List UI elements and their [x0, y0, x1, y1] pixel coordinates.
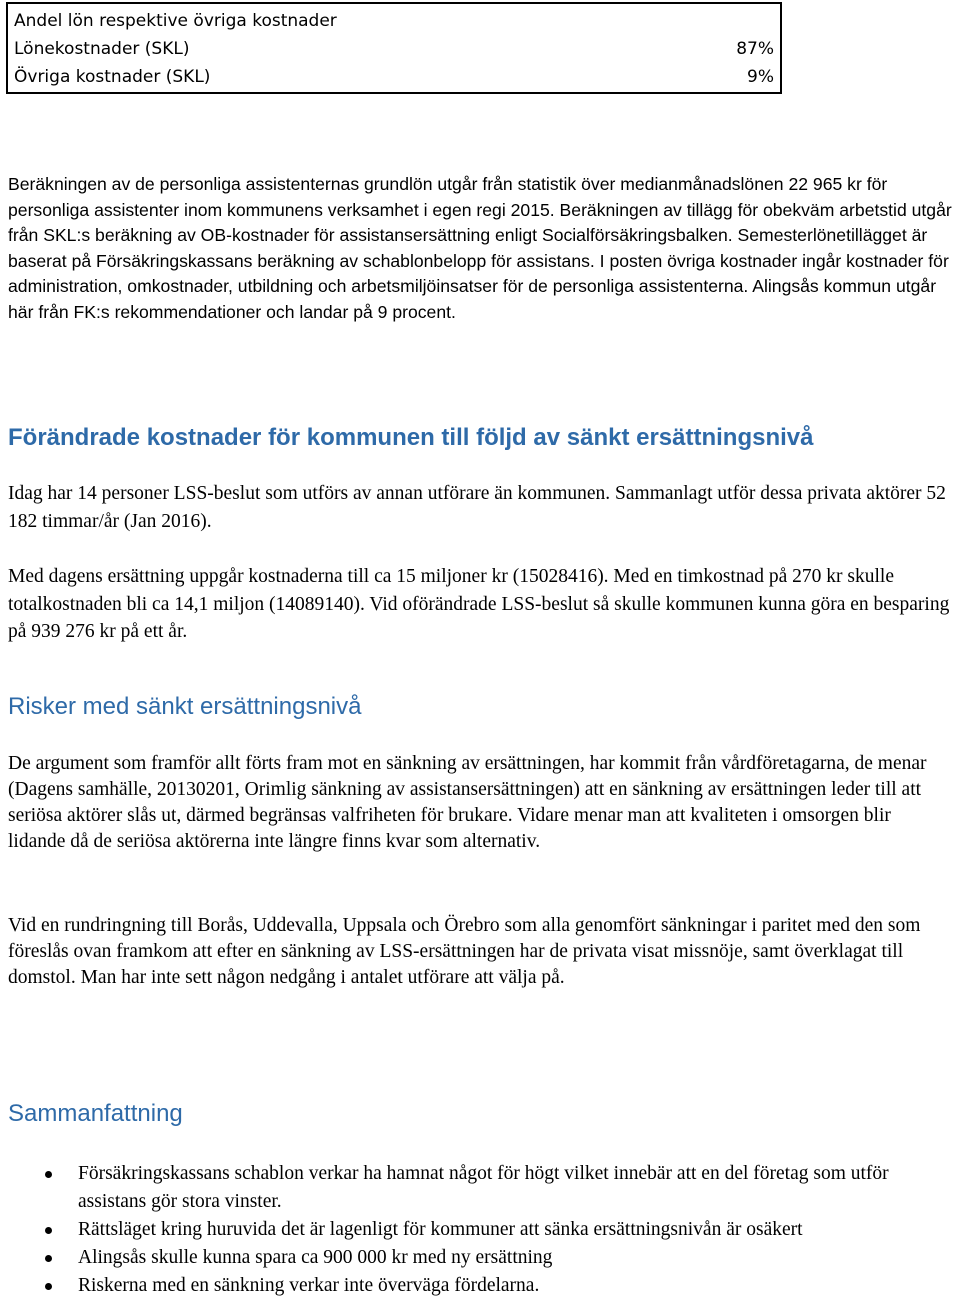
intro-paragraph: Beräkningen av de personliga assistenternas grundlön utgår från statistik över medianmånadslönen 22 965 kr för personliga assistenter inom kommunens verksamhet i egen regi 2015. Beräkningen av tillägg för obekväm arbetstid utgår från SKL:s beräkning av OB-kostnader för assistansersättning enligt Socialförsäkringsbalken. Semesterlönetillägget är baserat på Försäkringskassans beräkning av schablonbelopp för assistans. I posten övriga kostnader ingår kostnader för administration, omkostnader, utbildning och arbetsmiljöinsatser för de personliga assistenterna. Alingsås kommun utgår här från FK:s rekommendationer och landar på 9 procent.: [8, 174, 952, 322]
cost-table-title-row: [14, 7, 774, 35]
heading-changed-costs: Förändrade kostnader för kommunen till följd av sänkt ersättningsnivå: [8, 424, 814, 451]
bullet-text: Alingsås skulle kunna spara ca 900 000 kr med ny ersättning: [78, 1247, 553, 1268]
cost-row-label: Övriga kostnader (SKL): [14, 67, 211, 87]
list-item: [8, 1244, 958, 1272]
cost-table-title: Andel lön respektive övriga kostnader: [14, 11, 337, 31]
bullet-icon: [45, 1283, 52, 1290]
summary-bullet-list: [8, 1160, 958, 1300]
bullet-text: Rättsläget kring huruvida det är lagenligt för kommuner att sänka ersättningsnivån är osäkert: [78, 1219, 803, 1240]
risks-paragraph-2: Vid en rundringning till Borås, Uddevalla, Uppsala och Örebro som alla genomfört sänkningar i paritet med den som föreslås ovan framkom att efter en sänkning av LSS-ersättningen har de privata visat missnöje, samt överklagat till domstol. Man har inte sett någon nedgång i antalet utförare att välja på.: [8, 915, 921, 988]
cost-row-value: 9%: [747, 67, 774, 87]
list-item: [8, 1160, 958, 1216]
changed-costs-paragraph-2: Med dagens ersättning uppgår kostnaderna till ca 15 miljoner kr (15028416). Med en timkostnad på 270 kr skulle totalkostnaden bli ca 14,1 miljon (14089140). Vid oförändrade LSS-beslut så skulle kommunen kunna göra en besparing på 939 276 kr på ett år.: [8, 566, 950, 642]
changed-costs-paragraph-1: Idag har 14 personer LSS-beslut som utförs av annan utförare än kommunen. Sammanlagt utför dessa privata aktörer 52 182 timmar/år (Jan 2016).: [8, 483, 946, 532]
cost-row-label: Lönekostnader (SKL): [14, 39, 190, 59]
cost-table-row: [14, 35, 774, 63]
bullet-icon: [45, 1227, 52, 1234]
bullet-icon: [45, 1255, 52, 1262]
cost-table-row: [14, 63, 774, 91]
bullet-text: Riskerna med en sänkning verkar inte överväga fördelarna.: [78, 1275, 540, 1296]
heading-risks: Risker med sänkt ersättningsnivå: [8, 693, 362, 720]
cost-row-value: 87%: [736, 39, 774, 59]
list-item: [8, 1272, 958, 1300]
bullet-icon: [45, 1171, 52, 1178]
bullet-text: Försäkringskassans schablon verkar ha hamnat något för högt vilket innebär att en del företag som utför assistans gör stora vinster.: [78, 1163, 889, 1212]
risks-paragraph-1: De argument som framför allt förts fram mot en sänkning av ersättningen, har kommit från vårdföretagarna, de menar (Dagens samhälle, 20130201, Orimlig sänkning av assistansersättningen) att en sänkning av ersättningen leder till att seriösa aktörer slås ut, därmed begränsas valfriheten för brukare. Vidare menar man att kvaliteten i omsorgen blir lidande då de seriösa aktörerna inte längre finns kvar som alternativ.: [8, 753, 927, 852]
list-item: [8, 1216, 958, 1244]
cost-share-table: [6, 2, 782, 94]
heading-summary: Sammanfattning: [8, 1100, 183, 1127]
